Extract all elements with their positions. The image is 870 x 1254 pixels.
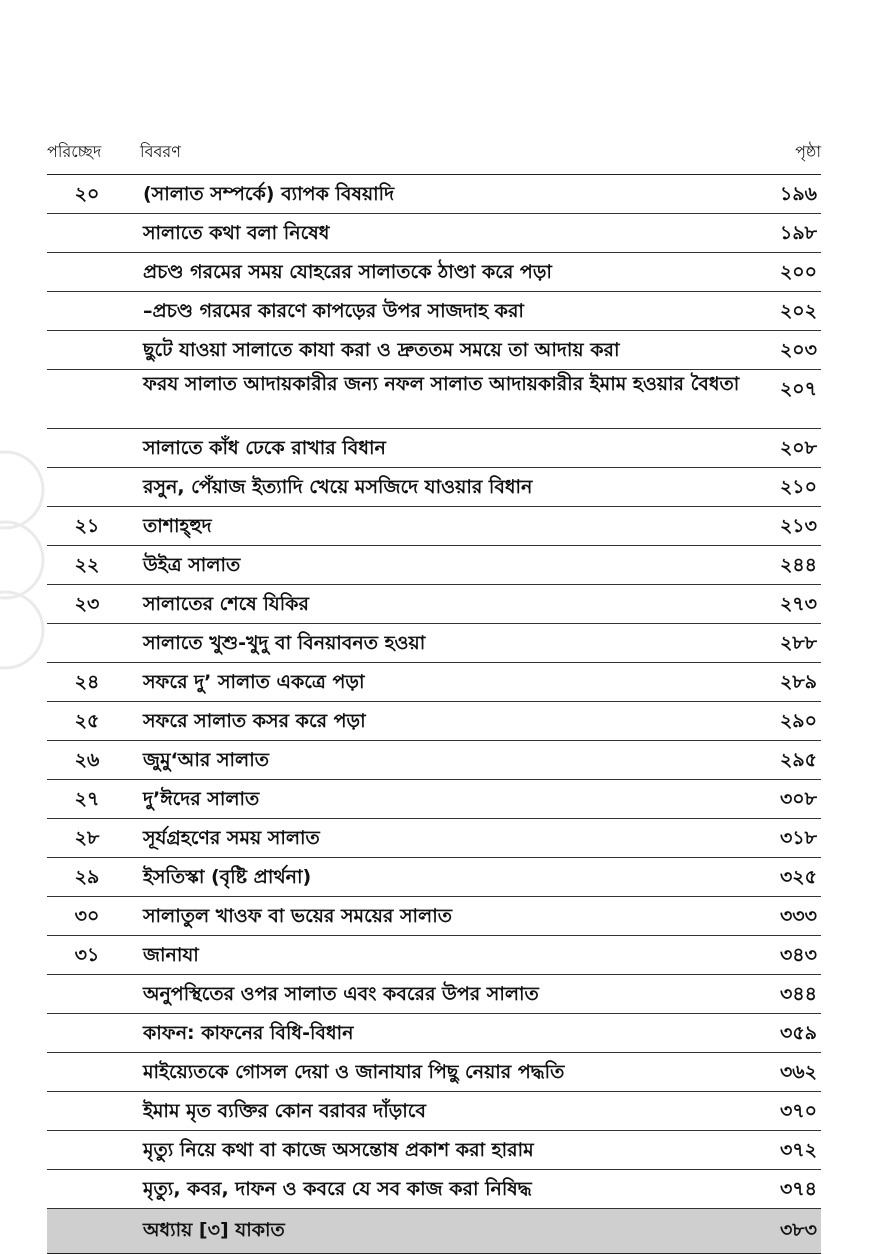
table-row — [47, 468, 821, 507]
row-page: ২১০ — [779, 476, 817, 498]
row-description: ইসতিস্কা (বৃষ্টি প্রার্থনা) — [143, 866, 312, 888]
row-page: ২৯৫ — [779, 749, 817, 771]
row-chapter: ২২ — [74, 554, 100, 576]
row-chapter: ২৬ — [74, 749, 100, 771]
row-description: সালাতে কাঁধ ঢেকে রাখার বিধান — [143, 437, 386, 459]
row-description: অনুপস্থিতের ওপর সালাত এবং কবরের উপর সালাত — [143, 983, 539, 1005]
row-page: ৩১৮ — [779, 827, 817, 849]
row-description: অধ্যায় [৩] যাকাত — [143, 1219, 285, 1241]
table-row — [47, 175, 821, 214]
table-row — [47, 585, 821, 624]
row-description: তাশাহ্হুদ — [143, 515, 212, 537]
row-description: ছুটে যাওয়া সালাতে কাযা করা ও দ্রুততম সময়ে তা আদায় করা — [143, 339, 620, 361]
table-row — [47, 370, 821, 429]
row-page: ২৮৮ — [779, 632, 817, 654]
table-row — [47, 1092, 821, 1131]
toc-rows — [47, 175, 821, 1254]
row-chapter: ২৯ — [74, 866, 100, 888]
row-page: ৩৮৩ — [779, 1219, 817, 1241]
row-description: সালাতে খুশু-খুদু বা বিনয়াবনত হওয়া — [143, 632, 426, 654]
row-page: ১৯৬ — [779, 183, 817, 205]
row-chapter: ২৫ — [74, 710, 100, 732]
row-page: ১৯৮ — [780, 222, 817, 244]
row-page: ২৭৩ — [779, 593, 817, 615]
row-page: ২৯০ — [779, 710, 817, 732]
row-chapter: ২৮ — [74, 827, 100, 849]
row-description: মৃত্যু, কবর, দাফন ও কবরে যে সব কাজ করা নিষিদ্ধ — [143, 1178, 532, 1200]
table-row — [47, 507, 821, 546]
table-row — [47, 331, 821, 370]
row-description: মাইয়্যেতকে গোসল দেয়া ও জানাযার পিছু নেয়ার পদ্ধতি — [143, 1061, 565, 1083]
row-description: সালাতে কথা বলা নিষেধ — [143, 222, 330, 244]
table-row — [47, 741, 821, 780]
toc-header — [47, 138, 821, 175]
row-chapter: ২৪ — [74, 671, 100, 693]
row-chapter: ২০ — [74, 183, 100, 205]
row-chapter: ২৭ — [74, 788, 100, 810]
table-row — [47, 702, 821, 741]
header-description: বিবরণ — [140, 142, 181, 161]
row-description: মৃত্যু নিয়ে কথা বা কাজে অসন্তোষ প্রকাশ করা হারাম — [143, 1139, 534, 1161]
row-page: ২০৮ — [779, 437, 817, 459]
row-description: কাফন: কাফনের বিধি-বিধান — [143, 1022, 354, 1044]
row-page: ৩৪৪ — [779, 983, 817, 1005]
row-page: ৩৩৩ — [779, 905, 817, 927]
table-row — [47, 975, 821, 1014]
table-row — [47, 819, 821, 858]
row-description: সফরে দু’ সালাত একত্রে পড়া — [143, 671, 365, 693]
table-row — [47, 1053, 821, 1092]
table-row — [47, 663, 821, 702]
row-page: ৩০৮ — [779, 788, 817, 810]
table-row — [47, 624, 821, 663]
row-page: ৩৭২ — [779, 1139, 817, 1161]
row-page: ২০৭ — [779, 378, 817, 400]
row-page: ২০০ — [779, 261, 817, 283]
row-chapter: ৩১ — [74, 944, 100, 966]
row-description: সফরে সালাত কসর করে পড়া — [143, 710, 366, 732]
row-description: উইত্র সালাত — [143, 554, 241, 576]
row-description: সূর্যগ্রহণের সময় সালাত — [143, 827, 320, 849]
row-page: ২৪৪ — [779, 554, 817, 576]
table-row — [47, 546, 821, 585]
row-page: ২০৩ — [779, 339, 817, 361]
table-row — [47, 1014, 821, 1053]
table-row — [47, 214, 821, 253]
row-chapter: ২৩ — [74, 593, 100, 615]
row-description: জানাযা — [143, 944, 199, 966]
row-description: সালাতুল খাওফ বা ভয়ের সময়ের সালাত — [143, 905, 452, 927]
row-page: ৩৬২ — [779, 1061, 817, 1083]
row-description: ইমাম মৃত ব্যক্তির কোন বরাবর দাঁড়াবে — [143, 1100, 426, 1122]
row-description: দু’ঈদের সালাত — [143, 788, 260, 810]
table-row — [47, 1170, 821, 1209]
row-description: জুমু‘আর সালাত — [143, 749, 269, 771]
table-row — [47, 1131, 821, 1170]
row-description: (সালাত সম্পর্কে) ব্যাপক বিষয়াদি — [143, 183, 395, 205]
row-page: ৩৭০ — [779, 1100, 817, 1122]
row-description: সালাতের শেষে যিকির — [143, 593, 309, 615]
row-page: ২০২ — [779, 300, 817, 322]
row-page: ৩২৫ — [779, 866, 817, 888]
row-description: প্রচণ্ড গরমের সময় যোহরের সালাতকে ঠাণ্ডা করে পড়া — [143, 261, 552, 283]
table-row — [47, 780, 821, 819]
row-page: ৩৪৩ — [779, 944, 817, 966]
table-row — [47, 897, 821, 936]
floral-ornament-icon — [0, 430, 50, 690]
table-row — [47, 292, 821, 331]
row-page: ৩৭৪ — [779, 1178, 817, 1200]
table-row — [47, 253, 821, 292]
table-row — [47, 429, 821, 468]
row-page: ২১৩ — [779, 515, 817, 537]
row-description: –প্রচণ্ড গরমের কারণে কাপড়ের উপর সাজদাহ করা — [143, 300, 524, 322]
row-page: ২৮৯ — [779, 671, 817, 693]
table-row — [47, 858, 821, 897]
header-chapter: পরিচ্ছেদ — [47, 142, 102, 161]
table-row — [47, 1209, 821, 1254]
table-of-contents — [47, 138, 821, 1254]
row-page: ৩৫৯ — [779, 1022, 817, 1044]
row-chapter: ২১ — [74, 515, 100, 537]
row-description: ফরয সালাত আদায়কারীর জন্য নফল সালাত আদায়কারীর ইমাম হওয়ার বৈধতা — [143, 373, 740, 395]
header-page: পৃষ্ঠা — [795, 142, 821, 161]
table-row — [47, 936, 821, 975]
row-chapter: ৩০ — [74, 905, 100, 927]
row-description: রসুন, পেঁয়াজ ইত্যাদি খেয়ে মসজিদে যাওয়ার বিধান — [143, 476, 533, 498]
